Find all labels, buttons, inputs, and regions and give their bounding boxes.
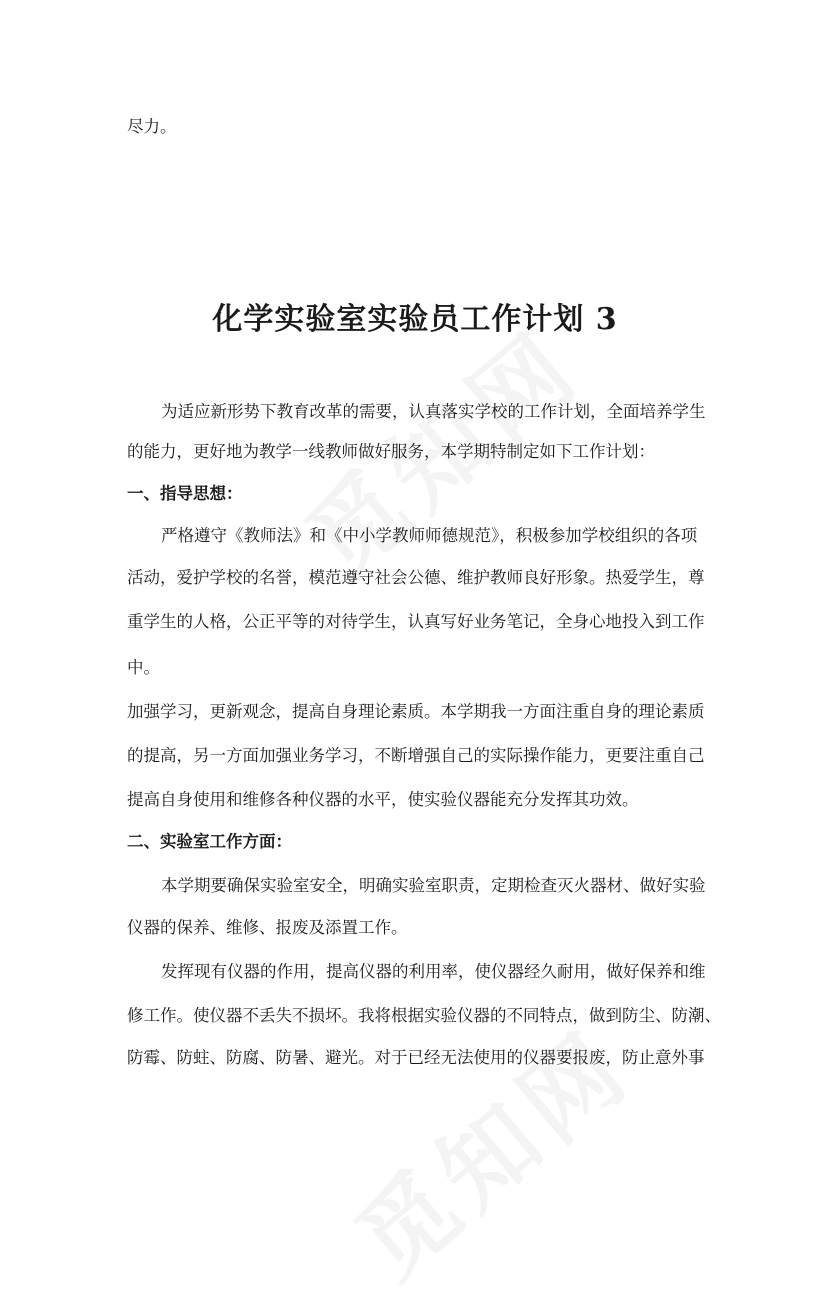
paragraph-line: 的提高，另一方面加强业务学习，不断增强自己的实际操作能力，更要注重自己 [127, 746, 705, 765]
paragraph-fragment: 尽力。 [127, 117, 177, 136]
intro-line: 的能力，更好地为教学一线教师做好服务，本学期特制定如下工作计划： [127, 442, 655, 461]
paragraph-line: 发挥现有仪器的作用，提高仪器的利用率，使仪器经久耐用，做好保养和维 [161, 962, 706, 981]
section-heading: 二、实验室工作方面： [127, 832, 292, 851]
paragraph-line: 本学期要确保实验室安全，明确实验室职责，定期检查灭火器材、做好实验 [161, 876, 706, 895]
page-title: 化学实验室实验员工作计划 3 [212, 302, 618, 337]
paragraph-line: 修工作。使仪器不丢失不损坏。我将根据实验仪器的不同特点，做到防尘、防潮、 [127, 1006, 721, 1025]
paragraph-line: 加强学习，更新观念，提高自身理论素质。本学期我一方面注重自身的理论素质 [127, 702, 705, 721]
paragraph-line: 仪器的保养、维修、报废及添置工作。 [127, 918, 408, 937]
paragraph-line: 中。 [127, 658, 160, 677]
paragraph-line: 重学生的人格，公正平等的对待学生，认真写好业务笔记，全身心地投入到工作 [127, 612, 705, 631]
section-heading: 一、指导思想： [127, 484, 243, 503]
paragraph-line: 防霉、防蛀、防腐、防暑、避光。对于已经无法使用的仪器要报废，防止意外事 [127, 1048, 705, 1067]
intro-line: 为适应新形势下教育改革的需要，认真落实学校的工作计划，全面培养学生 [161, 402, 706, 421]
paragraph-line: 严格遵守《教师法》和《中小学教师师德规范》，积极参加学校组织的各项 [161, 526, 698, 545]
paragraph-line: 提高自身使用和维修各种仪器的水平，使实验仪器能充分发挥其功效。 [127, 790, 639, 809]
paragraph-line: 活动，爱护学校的名誉，模范遵守社会公德、维护教师良好形象。热爱学生，尊 [127, 568, 705, 587]
